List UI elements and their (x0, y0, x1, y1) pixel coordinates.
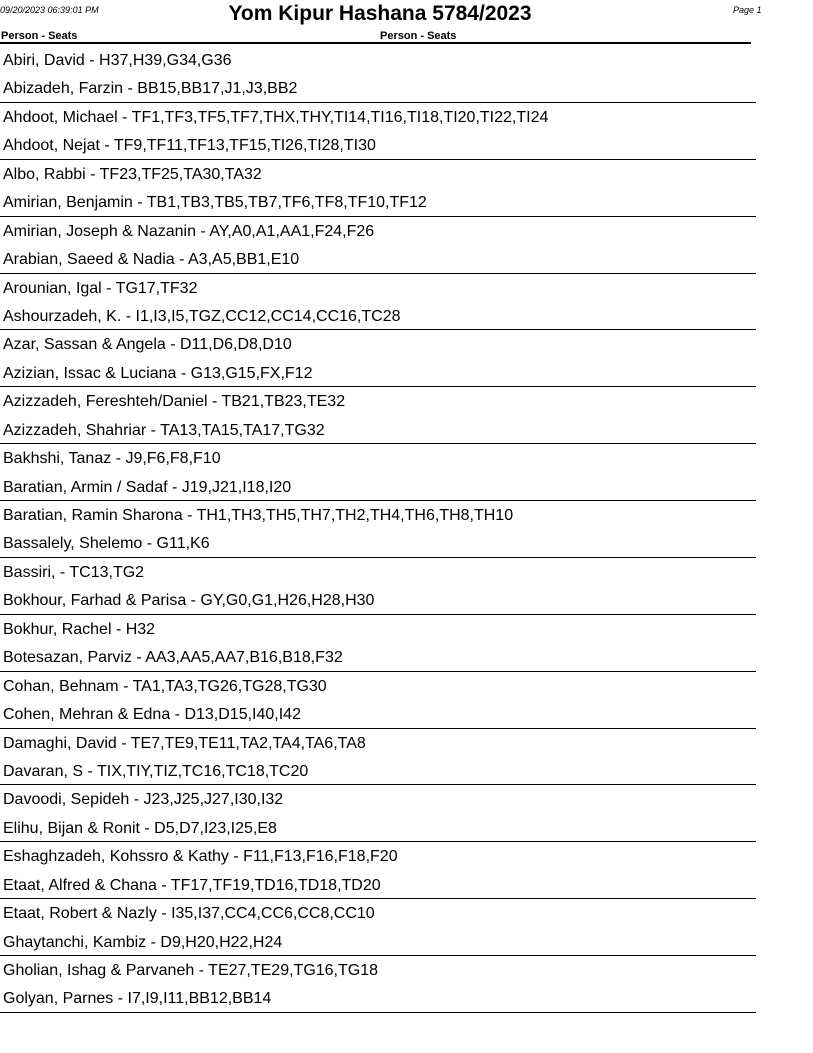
seat-list (0, 46, 756, 1013)
seat-list-row: Ghaytanchi, Kambiz - D9,H20,H22,H24 (0, 928, 756, 956)
seat-list-row: Gholian, Ishag & Parvaneh - TE27,TE29,TG16,TG18 (3, 962, 379, 979)
seat-list-row: Bassalely, Shelemo - G11,K6 (0, 529, 756, 557)
seat-list-row: Azizzadeh, Shahriar - TA13,TA15,TA17,TG32 (0, 416, 756, 444)
seat-list-row: Baratian, Armin / Sadaf - J19,J21,I18,I20 (0, 473, 756, 501)
seat-list-row: Elihu, Bijan & Ronit - D5,D7,I23,I25,E8 (0, 814, 756, 842)
seat-list-row: Golyan, Parnes - I7,I9,I11,BB12,BB14 (0, 984, 756, 1012)
seat-list-row: Amirian, Benjamin - TB1,TB3,TB5,TB7,TF6,TF8,TF10,TF12 (0, 188, 756, 216)
seat-list-row: Davaran, S - TIX,TIY,TIZ,TC16,TC18,TC20 (0, 757, 756, 785)
seat-list-row: Ahdoot, Michael - TF1,TF3,TF5,TF7,THX,THY,TI14,TI16,TI18,TI20,TI22,TI24 (3, 108, 549, 126)
seat-list-row: Arounian, Igal - TG17,TF32 (3, 279, 198, 297)
page-number: Page 1 (733, 5, 762, 15)
seat-list-row: Damaghi, David - TE7,TE9,TE11,TA2,TA4,TA6,TA8 (3, 734, 366, 752)
seat-list-row: Baratian, Ramin Sharona - TH1,TH3,TH5,TH7,TH2,TH4,TH6,TH8,TH10 (3, 507, 514, 524)
seat-list-row: Bokhur, Rachel - H32 (3, 620, 156, 638)
column-header-left: Person - Seats (1, 30, 78, 42)
seat-list-row: Azizian, Issac & Luciana - G13,G15,FX,F12 (0, 359, 756, 387)
seat-list-row: Davoodi, Sepideh - J23,J25,J27,I30,I32 (3, 791, 284, 809)
seat-list-row: Albo, Rabbi - TF23,TF25,TA30,TA32 (3, 165, 262, 183)
seat-list-row: Arabian, Saeed & Nadia - A3,A5,BB1,E10 (0, 245, 756, 273)
seat-list-row: Abizadeh, Farzin - BB15,BB17,J1,J3,BB2 (0, 74, 756, 102)
seat-list-row: Cohen, Mehran & Edna - D13,D15,I40,I42 (0, 700, 756, 728)
column-header-right: Person - Seats (380, 30, 457, 42)
report-timestamp: 09/20/2023 06:39:01 PM (0, 5, 99, 15)
seat-list-row: Bokhour, Farhad & Parisa - GY,G0,G1,H26,H28,H30 (0, 586, 756, 614)
seat-list-row: Bassiri, - TC13,TG2 (3, 563, 145, 581)
seat-list-row: Cohan, Behnam - TA1,TA3,TG26,TG28,TG30 (3, 677, 327, 695)
seat-list-row: Botesazan, Parviz - AA3,AA5,AA7,B16,B18,F32 (0, 643, 756, 671)
seat-list-row: Ashourzadeh, K. - I1,I3,I5,TGZ,CC12,CC14,CC16,TC28 (0, 302, 756, 330)
seat-list-row: Amirian, Joseph & Nazanin - AY,A0,A1,AA1,F24,F26 (3, 222, 375, 240)
header-divider (0, 42, 751, 44)
report-title: Yom Kipur Hashana 5784/2023 (228, 2, 532, 25)
seat-list-row: Etaat, Alfred & Chana - TF17,TF19,TD16,TD18,TD20 (0, 871, 756, 899)
seat-list-row: Abiri, David - H37,H39,G34,G36 (3, 52, 232, 69)
seat-list-row: Azizzadeh, Fereshteh/Daniel - TB21,TB23,TE32 (3, 393, 346, 411)
seat-list-row: Azar, Sassan & Angela - D11,D6,D8,D10 (3, 336, 292, 354)
seat-list-row: Ahdoot, Nejat - TF9,TF11,TF13,TF15,TI26,TI28,TI30 (0, 131, 756, 159)
seat-list-row: Eshaghzadeh, Kohssro & Kathy - F11,F13,F16,F18,F20 (3, 848, 398, 866)
seat-list-row: Bakhshi, Tanaz - J9,F6,F8,F10 (3, 450, 221, 468)
seat-list-row: Etaat, Robert & Nazly - I35,I37,CC4,CC6,CC8,CC10 (3, 905, 375, 923)
